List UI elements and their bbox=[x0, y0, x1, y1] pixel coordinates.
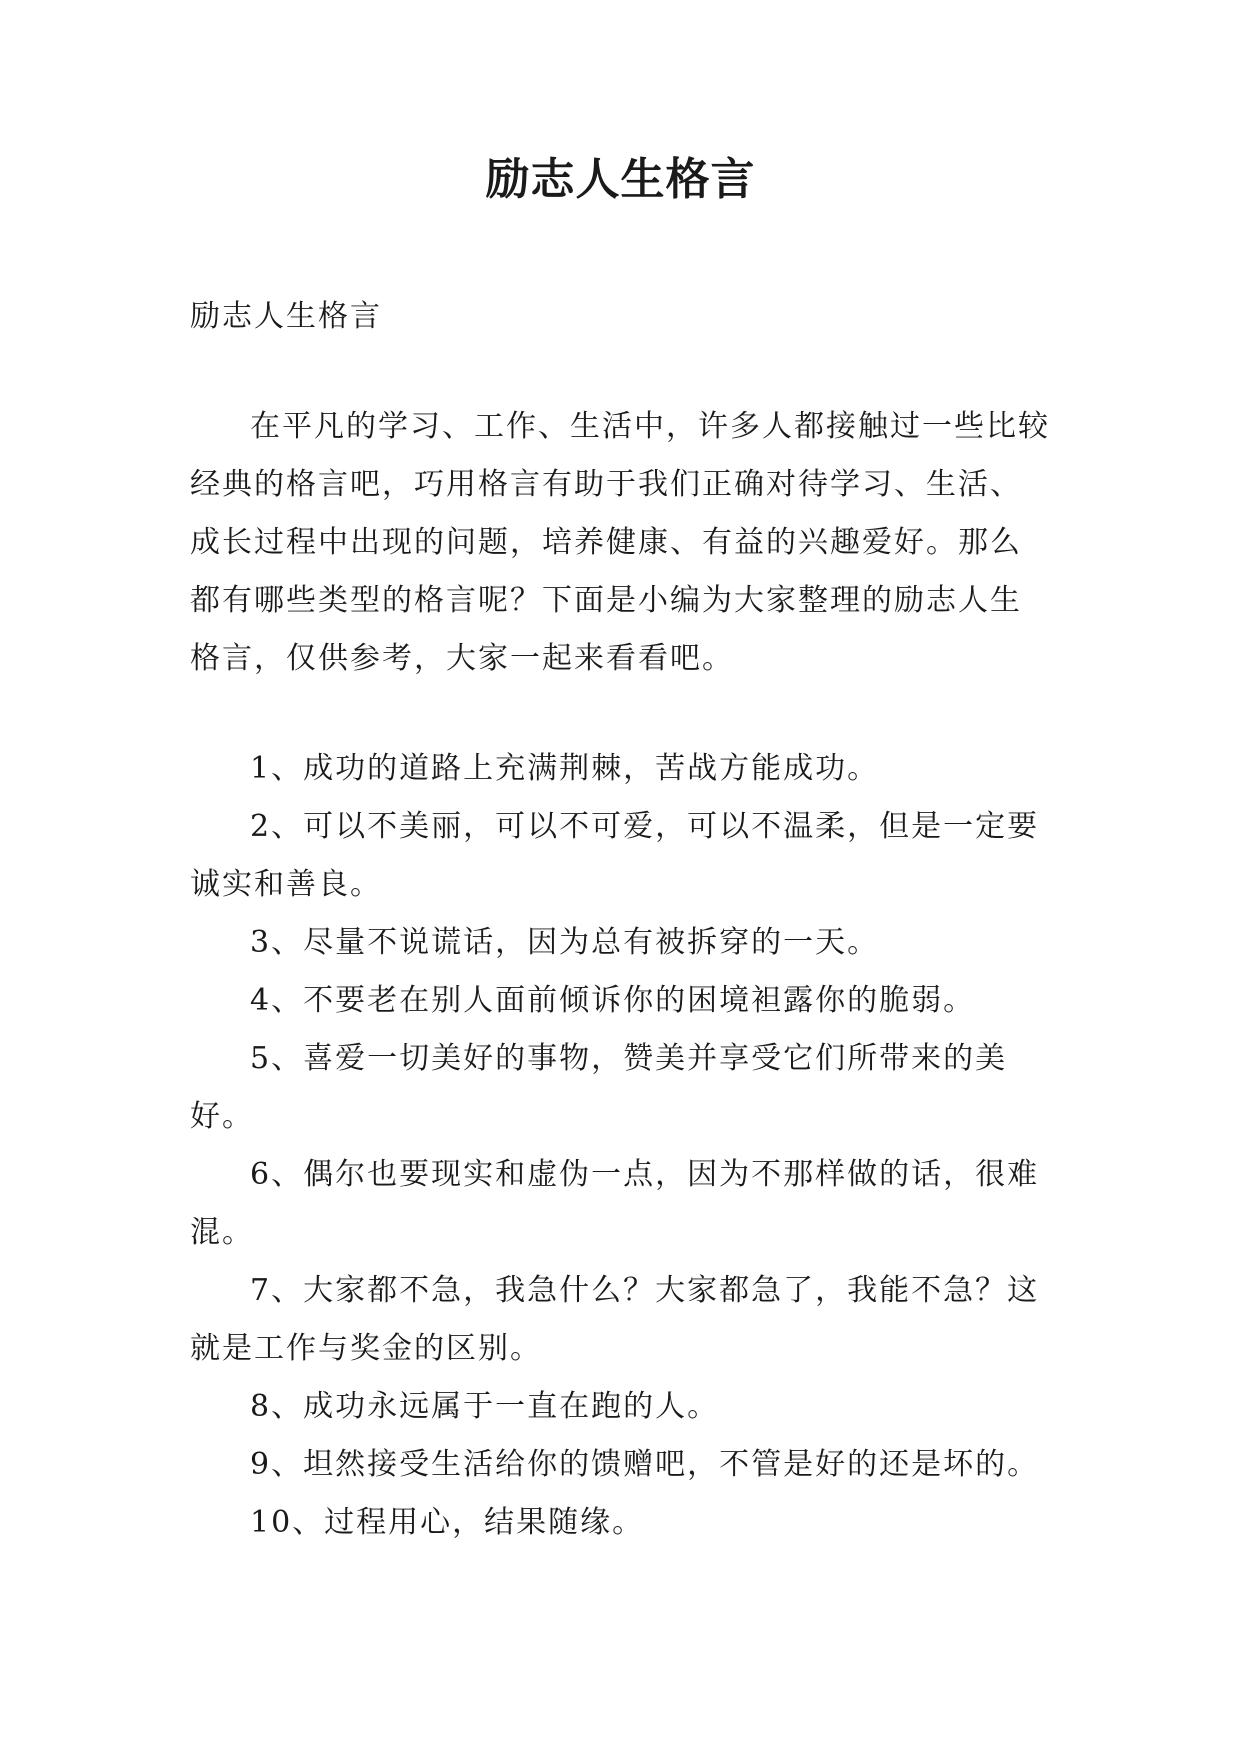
document-title: 励志人生格言 bbox=[485, 154, 756, 205]
quote-item: 8、成功永远属于一直在跑的人。 bbox=[250, 1389, 720, 1424]
document-body bbox=[190, 288, 1050, 1552]
quote-item: 4、不要老在别人面前倾诉你的困境袒露你的脆弱。 bbox=[250, 983, 976, 1018]
quote-item: 2、可以不美丽，可以不可爱，可以不温柔，但是一定要诚实和善良。 bbox=[190, 809, 1040, 902]
quote-item: 9、坦然接受生活给你的馈赠吧，不管是好的还是坏的。 bbox=[250, 1447, 1040, 1482]
quote-item: 10、过程用心，结果随缘。 bbox=[250, 1505, 645, 1540]
quote-item: 6、偶尔也要现实和虚伪一点，因为不那样做的话，很难混。 bbox=[190, 1157, 1040, 1250]
quote-item: 1、成功的道路上充满荆棘，苦战方能成功。 bbox=[250, 751, 880, 786]
quote-item: 3、尽量不说谎话，因为总有被拆穿的一天。 bbox=[250, 925, 880, 960]
intro-paragraph: 在平凡的学习、工作、生活中，许多人都接触过一些比较经典的格言吧，巧用格言有助于我们正确对待学习、生活、成长过程中出现的问题，培养健康、有益的兴趣爱好。那么都有哪些类型的格言呢？下面是小编为大家整理的励志人生格言，仅供参考，大家一起来看看吧。 bbox=[190, 409, 1050, 676]
quote-item: 5、喜爱一切美好的事物，赞美并享受它们所带来的美好。 bbox=[190, 1041, 1008, 1134]
document-subtitle: 励志人生格言 bbox=[190, 299, 382, 334]
quote-item: 7、大家都不急，我急什么？大家都急了，我能不急？这就是工作与奖金的区别。 bbox=[190, 1273, 1040, 1366]
